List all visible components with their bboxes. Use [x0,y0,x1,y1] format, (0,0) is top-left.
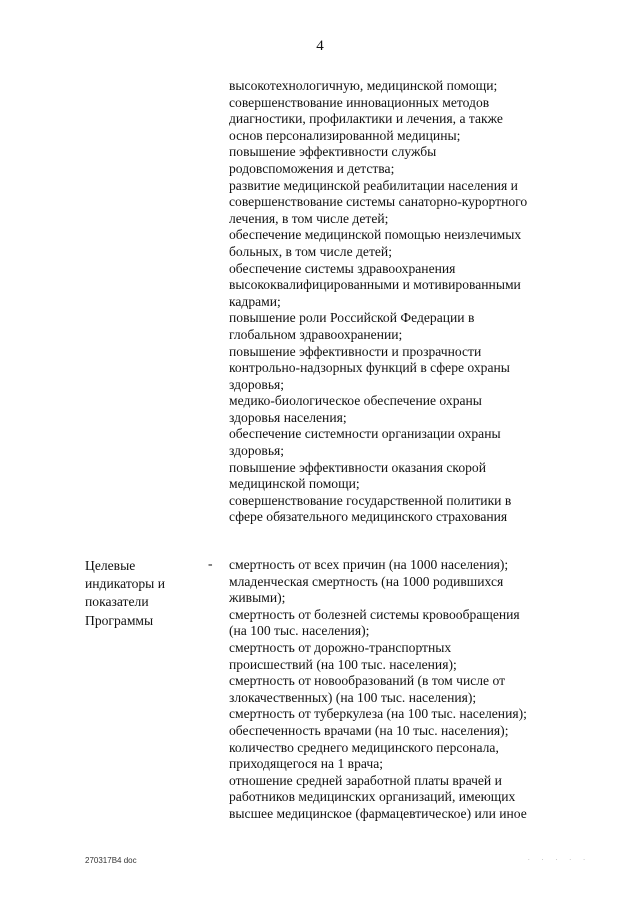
indicator-line: количество среднего медицинского персонала, [229,739,499,755]
label-line: индикаторы и [85,576,165,592]
text-line: глобальном здравоохранении; [229,326,403,342]
text-line: высококвалифицированными и мотивированными [229,277,521,293]
indicators-label [85,557,210,630]
label-line: Целевые [85,558,136,573]
text-line: обеспечение медицинской помощью неизлечимых [229,227,522,243]
indicator-line: обеспеченность врачами (на 10 тыс. населения); [229,722,509,738]
indicator-line: (на 100 тыс. населения); [229,623,370,639]
label-line: показатели [85,594,149,610]
text-line: совершенствование инновационных методов [229,94,490,110]
indicator-line: смертность от туберкулеза (на 100 тыс. населения); [229,706,527,722]
text-line: обеспечение системности организации охраны [229,426,501,442]
text-line: родовспоможения и детства; [229,160,395,176]
indicator-line: работников медицинских организаций, имеющих [229,789,516,805]
indicator-line: смертность от всех причин (на 1000 населения); [229,557,509,572]
indicator-line: высшее медицинское (фармацевтическое) или иное [229,805,527,821]
scan-specks: . . . . . [527,855,590,862]
text-line: медико-биологическое обеспечение охраны [229,393,482,409]
text-line: лечения, в том числе детей; [229,210,389,226]
indicator-line: смертность от дорожно-транспортных [229,639,452,655]
text-line: основ персонализированной медицины; [229,127,461,143]
indicator-line: приходящегося на 1 врача; [229,756,384,772]
label-dash: - [208,556,213,571]
indicator-line: происшествий (на 100 тыс. населения); [229,656,457,672]
text-line: кадрами; [229,293,281,309]
text-line: совершенствование системы санаторно-курортного [229,194,528,210]
indicator-line: злокачественных) (на 100 тыс. населения); [229,689,477,705]
page-number: 4 [316,38,324,54]
indicator-line: смертность от новообразований (в том числе от [229,673,506,689]
indicator-line: отношение средней заработной платы врачей и [229,772,502,788]
text-line: контрольно-надзорных функций в сфере охраны [229,360,510,376]
text-line: совершенствование государственной политики в [229,492,512,508]
text-line: высокотехнологичную, медицинской помощи; [229,78,498,93]
text-line: больных, в том числе детей; [229,243,392,259]
text-line: здоровья; [229,443,285,459]
text-line: развитие медицинской реабилитации населения и [229,177,518,193]
program-tasks-text [229,78,559,526]
text-line: обеспечение системы здравоохранения [229,260,456,276]
label-line: Программы [85,612,154,628]
indicators-text [229,557,559,823]
text-line: здоровья; [229,376,285,392]
text-line: повышение эффективности службы [229,144,437,160]
text-line: медицинской помощи; [229,476,360,492]
text-line: повышение эффективности и прозрачности [229,343,482,359]
text-line: здоровья населения; [229,409,347,425]
text-line: диагностики, профилактики и лечения, а также [229,111,503,127]
indicator-line: смертность от болезней системы кровообращения [229,606,520,622]
text-line: повышение эффективности оказания скорой [229,459,486,475]
text-line: повышение роли Российской Федерации в [229,310,475,326]
text-line: сфере обязательного медицинского страхования [229,509,508,525]
indicator-line: живыми); [229,590,286,606]
footer-file-ref: 270317В4 doc [85,856,137,865]
indicator-line: младенческая смертность (на 1000 родившихся [229,573,504,589]
